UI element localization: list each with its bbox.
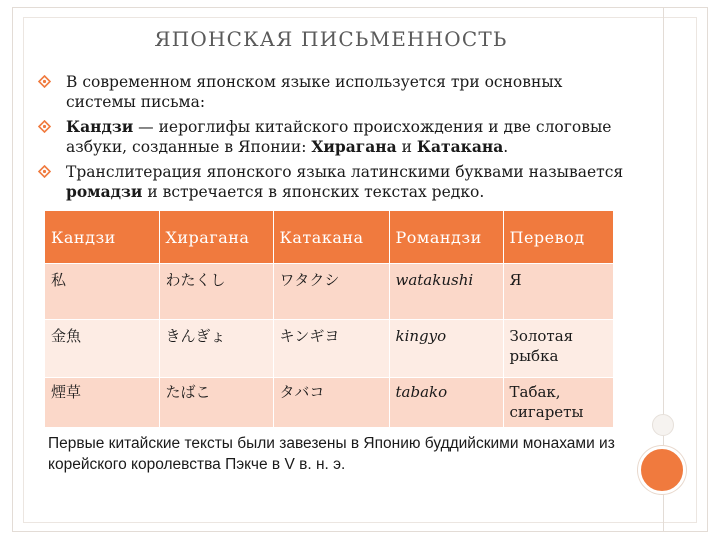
cell-translation: Я bbox=[503, 264, 613, 320]
footnote-text: Первые китайские тексты были завезены в Японию буддийскими монахами из корейского королевства Пэкче в V в. н. э. bbox=[48, 435, 615, 473]
diamond-bullet-icon bbox=[38, 120, 51, 133]
header-katakana: Катакана bbox=[273, 211, 389, 264]
bullet-item bbox=[38, 117, 628, 157]
bullet-text: . bbox=[503, 138, 509, 156]
header-translation: Перевод bbox=[503, 211, 613, 264]
cell-romaji: tabako bbox=[389, 378, 503, 428]
writing-systems-table bbox=[45, 211, 613, 427]
bullet-list bbox=[38, 72, 628, 207]
bullet-text: В современном японском языке используется три основных системы письма: bbox=[66, 73, 563, 111]
diamond-bullet-icon bbox=[38, 75, 51, 88]
term-romaji: ромадзи bbox=[66, 182, 143, 201]
cell-katakana: ワタクシ bbox=[273, 264, 389, 320]
cell-hiragana: きんぎょ bbox=[159, 320, 273, 378]
bullet-text: — иероглифы китайского происхождения и две слоговые азбуки, созданные в Японии: bbox=[66, 118, 612, 156]
bullet-item bbox=[38, 72, 628, 112]
decorative-circle-small bbox=[652, 414, 674, 436]
cell-translation: Золотая рыбка bbox=[503, 320, 613, 378]
diamond-bullet-icon bbox=[38, 165, 51, 178]
header-romaji: Романдзи bbox=[389, 211, 503, 264]
cell-romaji: watakushi bbox=[389, 264, 503, 320]
bullet-text: и встречается в японских текстах редко. bbox=[142, 183, 485, 201]
cell-kanji: 金魚 bbox=[45, 320, 159, 378]
table-row bbox=[45, 320, 613, 378]
table-row bbox=[45, 264, 613, 320]
cell-translation: Табак, сигареты bbox=[503, 378, 613, 428]
term-hiragana: Хирагана bbox=[311, 137, 397, 156]
cell-romaji: kingyo bbox=[389, 320, 503, 378]
bullet-item bbox=[38, 162, 628, 202]
cell-kanji: 煙草 bbox=[45, 378, 159, 428]
term-katakana: Катакана bbox=[416, 137, 504, 156]
cell-hiragana: わたくし bbox=[159, 264, 273, 320]
term-kanji: Кандзи bbox=[66, 117, 134, 136]
cell-katakana: タバコ bbox=[273, 378, 389, 428]
header-hiragana: Хирагана bbox=[159, 211, 273, 264]
cell-katakana: キンギヨ bbox=[273, 320, 389, 378]
bullet-text: и bbox=[396, 138, 417, 156]
table-header-row bbox=[45, 211, 613, 264]
cell-kanji: 私 bbox=[45, 264, 159, 320]
slide-title: ЯПОНСКАЯ ПИСЬМЕННОСТЬ bbox=[154, 27, 508, 51]
decorative-circle-orange bbox=[638, 446, 686, 494]
header-kanji: Кандзи bbox=[45, 211, 159, 264]
bullet-text: Транслитерация японского языка латинскими буквами называется bbox=[66, 163, 624, 181]
table-row bbox=[45, 378, 613, 428]
cell-hiragana: たばこ bbox=[159, 378, 273, 428]
